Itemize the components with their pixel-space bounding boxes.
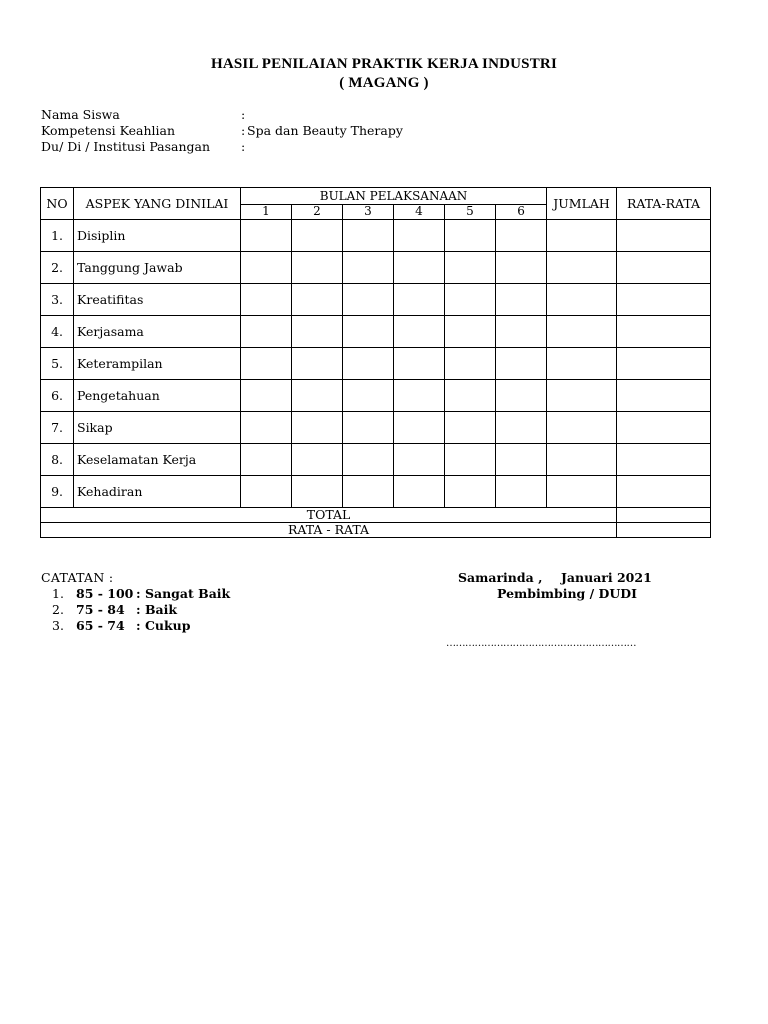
document-subtitle: ( MAGANG ) — [339, 75, 429, 91]
month-score-cell[interactable] — [445, 444, 496, 476]
month-score-cell[interactable] — [343, 476, 394, 508]
row-aspek: Sikap — [74, 412, 241, 444]
month-score-cell[interactable] — [394, 220, 445, 252]
month-score-cell[interactable] — [496, 284, 547, 316]
month-score-cell[interactable] — [241, 220, 292, 252]
table-row — [41, 412, 711, 444]
month-score-cell[interactable] — [343, 444, 394, 476]
month-score-cell[interactable] — [292, 444, 343, 476]
month-score-cell[interactable] — [445, 476, 496, 508]
average-value-cell[interactable] — [617, 523, 711, 538]
month-score-cell[interactable] — [241, 348, 292, 380]
notes-title: CATATAN : — [41, 570, 114, 585]
row-number: 3. — [41, 284, 74, 316]
jumlah-cell[interactable] — [547, 444, 617, 476]
notes-item — [41, 618, 230, 634]
month-score-cell[interactable] — [241, 316, 292, 348]
jumlah-cell[interactable] — [547, 284, 617, 316]
month-score-cell[interactable] — [343, 316, 394, 348]
info-label: Du/ Di / Institusi Pasangan — [41, 139, 211, 154]
month-score-cell[interactable] — [292, 316, 343, 348]
average-label: RATA - RATA — [41, 523, 617, 538]
notes-item-number: 3. — [52, 618, 64, 633]
row-number: 9. — [41, 476, 74, 508]
table-row — [41, 348, 711, 380]
month-score-cell[interactable] — [445, 380, 496, 412]
notes-item-description: : Sangat Baik — [136, 586, 231, 601]
month-score-cell[interactable] — [343, 412, 394, 444]
month-score-cell[interactable] — [496, 476, 547, 508]
notes-item-range: 65 - 74 — [76, 618, 125, 633]
month-score-cell[interactable] — [343, 220, 394, 252]
row-aspek: Pengetahuan — [74, 380, 241, 412]
row-number: 2. — [41, 252, 74, 284]
table-row — [41, 444, 711, 476]
signature-block — [446, 570, 676, 649]
rata-rata-cell[interactable] — [617, 412, 711, 444]
month-score-cell[interactable] — [292, 380, 343, 412]
document-title: HASIL PENILAIAN PRAKTIK KERJA INDUSTRI — [210, 56, 557, 72]
rata-rata-cell[interactable] — [617, 444, 711, 476]
rata-rata-cell[interactable] — [617, 348, 711, 380]
header-month: 6 — [496, 204, 547, 219]
header-month: 4 — [394, 204, 445, 219]
table-row — [41, 220, 711, 252]
month-score-cell[interactable] — [343, 252, 394, 284]
month-score-cell[interactable] — [241, 412, 292, 444]
month-score-cell[interactable] — [496, 252, 547, 284]
signature-date: Januari 2021 — [561, 570, 652, 585]
month-score-cell[interactable] — [292, 252, 343, 284]
notes-item-number: 1. — [52, 586, 64, 601]
jumlah-cell[interactable] — [547, 316, 617, 348]
signature-place-date — [446, 570, 676, 586]
rata-rata-cell[interactable] — [617, 380, 711, 412]
month-score-cell[interactable] — [496, 412, 547, 444]
row-number: 1. — [41, 220, 74, 252]
table-row — [41, 252, 711, 284]
header-no: NO — [41, 188, 74, 220]
month-score-cell[interactable] — [445, 252, 496, 284]
month-score-cell[interactable] — [343, 284, 394, 316]
month-score-cell[interactable] — [394, 348, 445, 380]
assessment-table — [40, 187, 711, 538]
month-score-cell[interactable] — [343, 348, 394, 380]
month-score-cell[interactable] — [394, 444, 445, 476]
jumlah-cell[interactable] — [547, 220, 617, 252]
jumlah-cell[interactable] — [547, 412, 617, 444]
month-score-cell[interactable] — [394, 380, 445, 412]
month-score-cell[interactable] — [394, 412, 445, 444]
month-score-cell[interactable] — [292, 348, 343, 380]
row-aspek: Tanggung Jawab — [74, 252, 241, 284]
row-aspek: Disiplin — [74, 220, 241, 252]
month-score-cell[interactable] — [394, 316, 445, 348]
info-label: Nama Siswa — [41, 107, 120, 122]
month-score-cell[interactable] — [241, 252, 292, 284]
rata-rata-cell[interactable] — [617, 476, 711, 508]
table-row — [41, 380, 711, 412]
month-score-cell[interactable] — [496, 444, 547, 476]
student-info — [41, 107, 403, 155]
month-score-cell[interactable] — [445, 348, 496, 380]
header-month: 2 — [292, 204, 343, 219]
jumlah-cell[interactable] — [547, 252, 617, 284]
row-aspek: Keselamatan Kerja — [74, 444, 241, 476]
signature-line[interactable]: …………………………………………………… — [446, 638, 636, 649]
total-value-cell[interactable] — [617, 508, 711, 523]
info-row-nama-siswa — [41, 107, 403, 123]
header-bulan-pelaksanaan: BULAN PELAKSANAAN — [241, 188, 547, 205]
signature-role: Pembimbing / DUDI — [497, 586, 637, 601]
month-score-cell[interactable] — [292, 412, 343, 444]
signature-place: Samarinda , — [458, 570, 543, 585]
rata-rata-cell[interactable] — [617, 316, 711, 348]
month-score-cell[interactable] — [496, 380, 547, 412]
header-month: 1 — [241, 204, 292, 219]
row-number: 6. — [41, 380, 74, 412]
row-number: 7. — [41, 412, 74, 444]
month-score-cell[interactable] — [496, 348, 547, 380]
month-score-cell[interactable] — [292, 220, 343, 252]
total-label: TOTAL — [41, 508, 617, 523]
notes-item-range: 85 - 100 — [76, 586, 134, 601]
month-score-cell[interactable] — [394, 476, 445, 508]
info-separator: : — [241, 123, 246, 138]
notes-item — [41, 586, 230, 602]
month-score-cell[interactable] — [343, 380, 394, 412]
month-score-cell[interactable] — [445, 316, 496, 348]
month-score-cell[interactable] — [292, 284, 343, 316]
month-score-cell[interactable] — [496, 316, 547, 348]
info-label: Kompetensi Keahlian — [41, 123, 176, 138]
rata-rata-cell[interactable] — [617, 220, 711, 252]
header-aspek: ASPEK YANG DINILAI — [74, 188, 241, 220]
jumlah-cell[interactable] — [547, 348, 617, 380]
header-month: 5 — [445, 204, 496, 219]
month-score-cell[interactable] — [241, 380, 292, 412]
month-score-cell[interactable] — [445, 412, 496, 444]
header-month: 3 — [343, 204, 394, 219]
info-value: Spa dan Beauty Therapy — [247, 123, 403, 138]
notes-section — [41, 570, 230, 634]
month-score-cell[interactable] — [496, 220, 547, 252]
info-separator: : — [241, 139, 246, 154]
row-aspek: Kehadiran — [74, 476, 241, 508]
month-score-cell[interactable] — [241, 476, 292, 508]
month-score-cell[interactable] — [394, 284, 445, 316]
month-score-cell[interactable] — [445, 220, 496, 252]
row-aspek: Kerjasama — [74, 316, 241, 348]
notes-item-description: : Baik — [136, 602, 178, 617]
notes-item-description: : Cukup — [136, 618, 191, 633]
table-row — [41, 476, 711, 508]
jumlah-cell[interactable] — [547, 380, 617, 412]
table-row — [41, 284, 711, 316]
rata-rata-cell[interactable] — [617, 284, 711, 316]
row-number: 5. — [41, 348, 74, 380]
row-number: 8. — [41, 444, 74, 476]
month-score-cell[interactable] — [394, 252, 445, 284]
jumlah-cell[interactable] — [547, 476, 617, 508]
notes-item — [41, 602, 230, 618]
header-jumlah: JUMLAH — [547, 188, 617, 220]
notes-item-number: 2. — [52, 602, 64, 617]
info-separator: : — [241, 107, 246, 122]
rata-rata-cell[interactable] — [617, 252, 711, 284]
info-row-kompetensi — [41, 123, 403, 139]
notes-item-range: 75 - 84 — [76, 602, 125, 617]
info-row-institusi — [41, 139, 403, 155]
month-score-cell[interactable] — [241, 444, 292, 476]
month-score-cell[interactable] — [445, 284, 496, 316]
row-number: 4. — [41, 316, 74, 348]
month-score-cell[interactable] — [241, 284, 292, 316]
header-rata-rata: RATA-RATA — [617, 188, 711, 220]
row-aspek: Keterampilan — [74, 348, 241, 380]
month-score-cell[interactable] — [292, 476, 343, 508]
table-row — [41, 316, 711, 348]
row-aspek: Kreatifitas — [74, 284, 241, 316]
